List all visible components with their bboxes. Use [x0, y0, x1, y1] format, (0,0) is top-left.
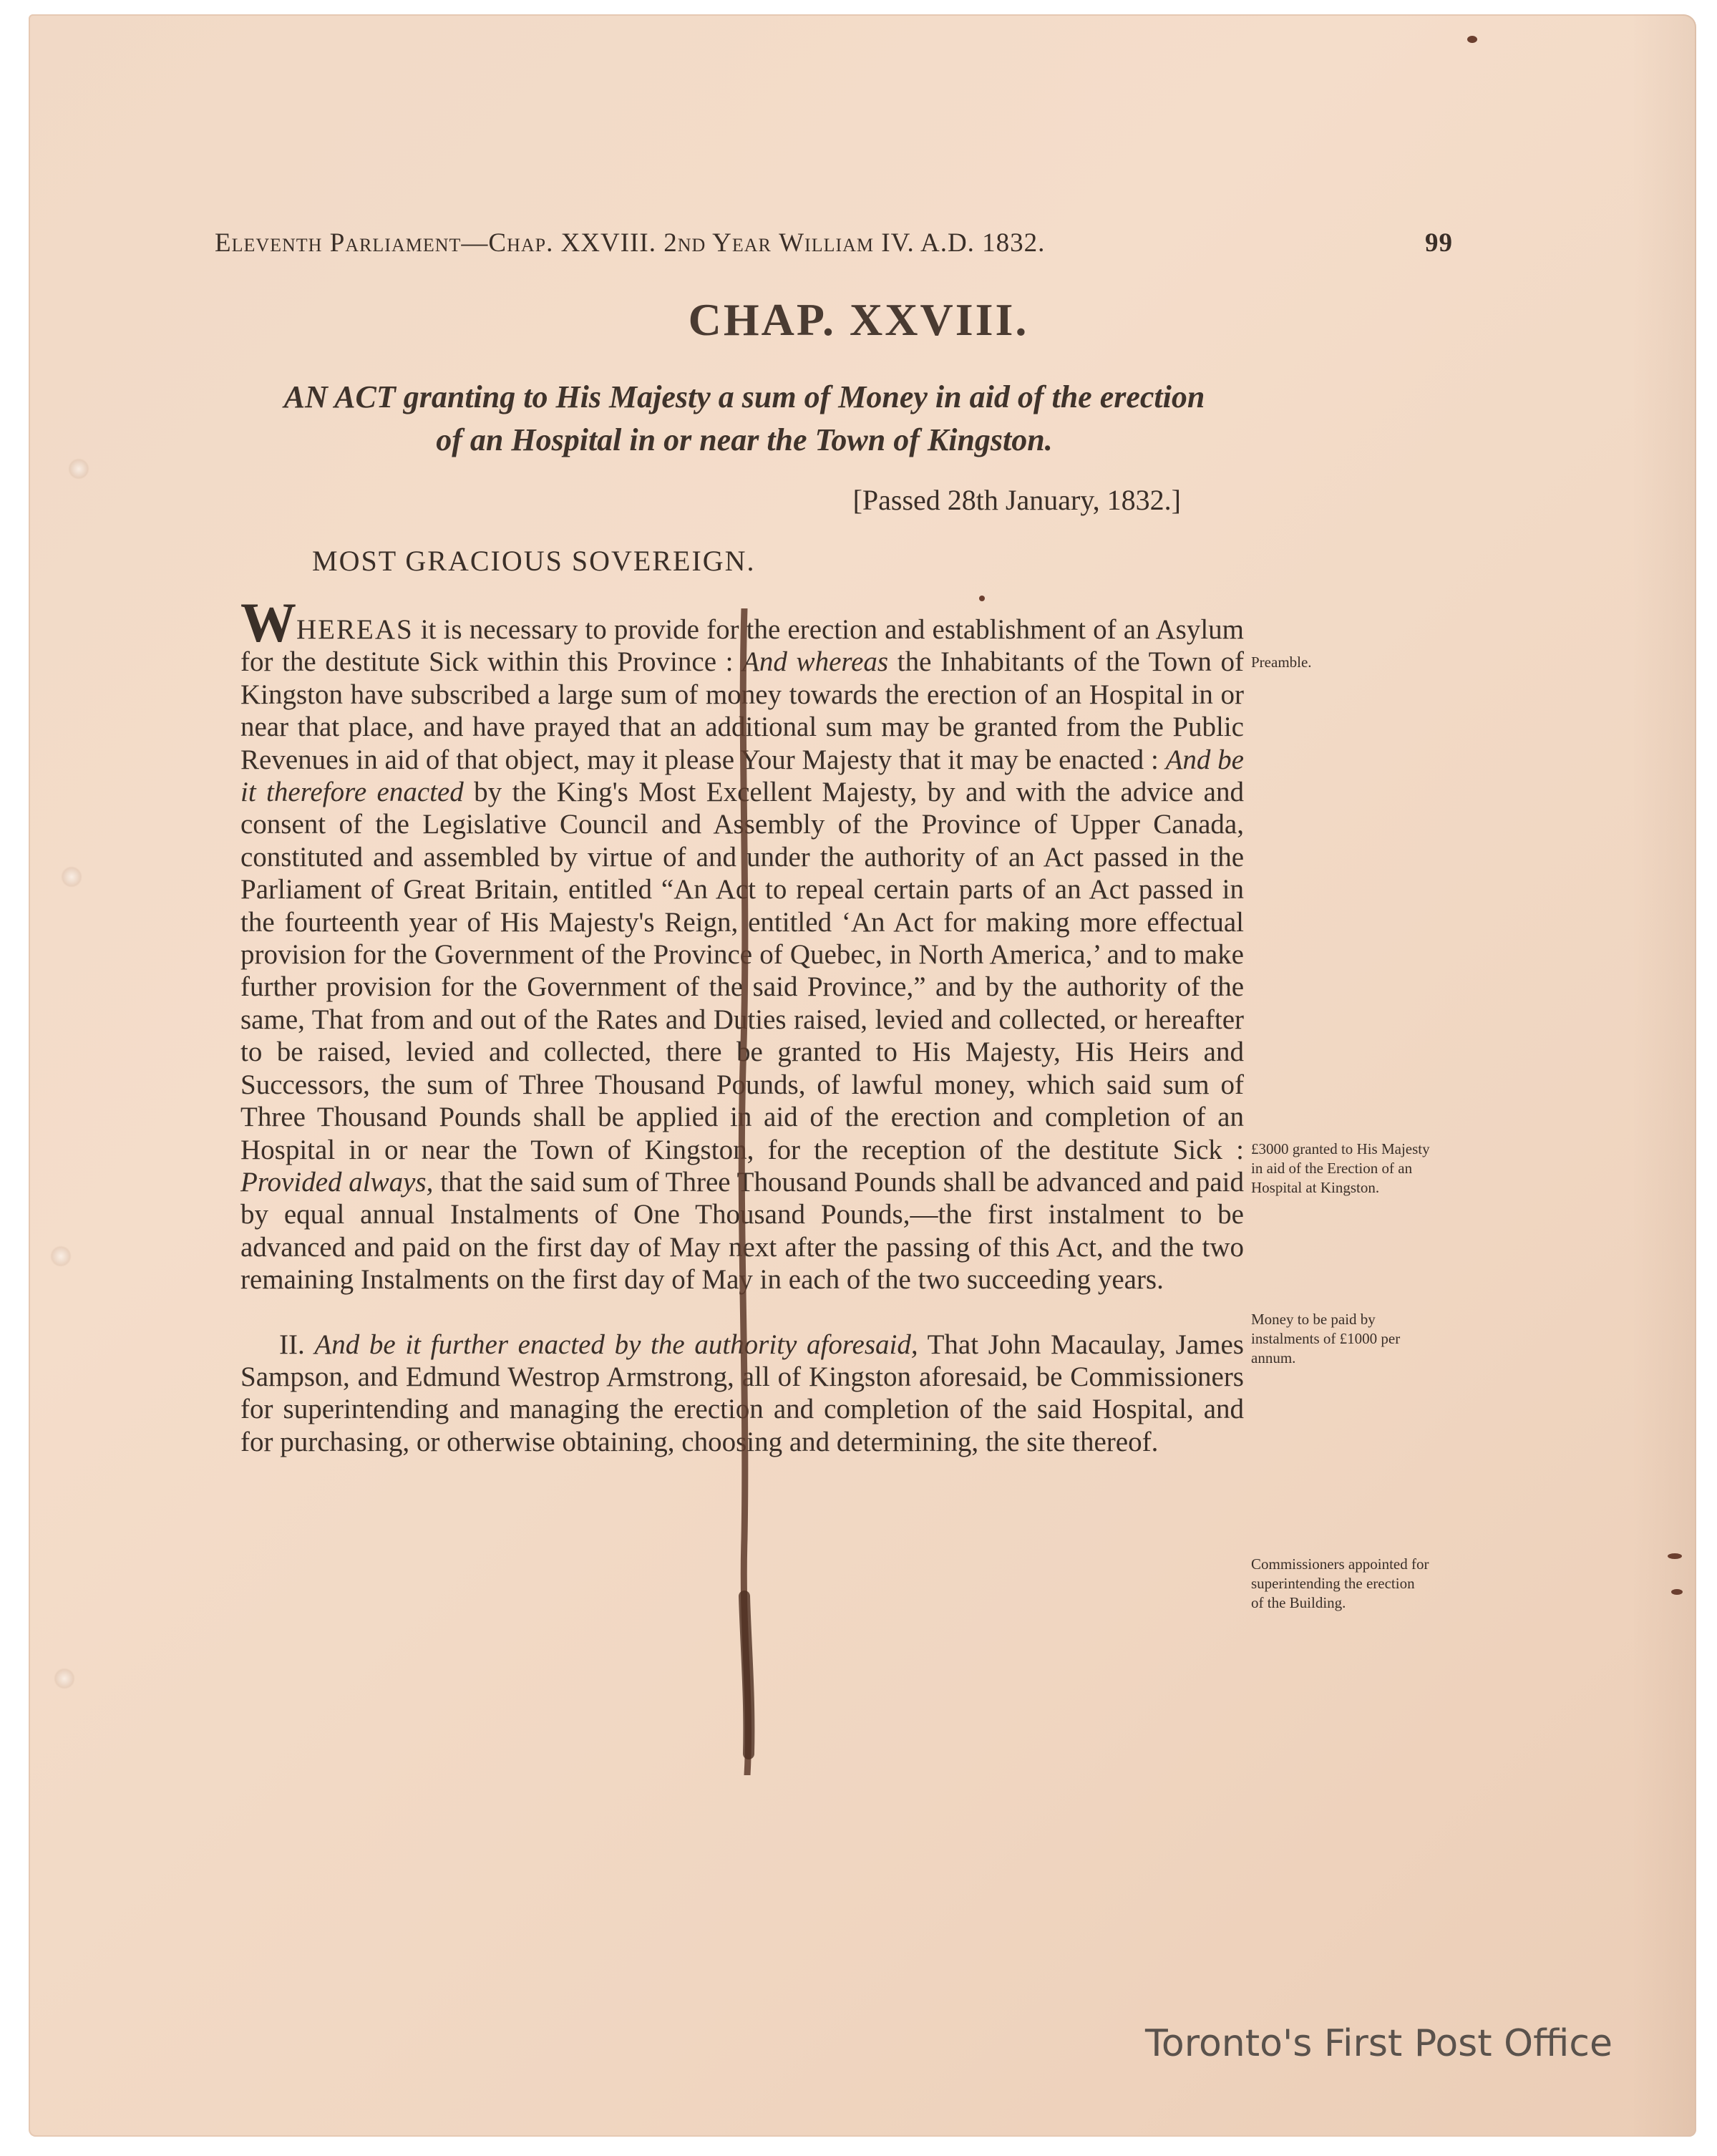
first-word: HEREAS	[296, 614, 414, 645]
header-year: IV. A.D. 1832.	[881, 228, 1046, 258]
section-2-text: That John Macaulay, James Sampson, and Edmund Westrop Armstrong, all of Kingston aforesaid, be Commissioners for superintending and managing the erection and completion of the said Hospital, and for purchasing, or otherwise obtaining, choosing and determining, the site thereof.	[240, 1329, 1244, 1457]
paper-dent	[54, 1668, 75, 1689]
act-title-line-2: of an Hospital in or near the Town of Kingston.	[436, 422, 1053, 457]
section-1-text-4: that the said sum of Three Thousand Pounds shall be advanced and paid by equal annual Instalments of One Thousand Pounds,—the first instalment to be advanced and paid on the first day of May next after the passing of this Act, and the two remaining Instalments on the first day of May in each of the two succeeding years.	[240, 1166, 1245, 1296]
page-number: 99	[1425, 228, 1453, 258]
ink-speck	[979, 596, 985, 601]
section-1-emphasis-3: Provided always,	[240, 1166, 434, 1198]
ink-speck	[1671, 1589, 1683, 1595]
paper-dent	[61, 866, 82, 888]
paper-dent	[50, 1245, 72, 1267]
section-2-emphasis: And be it further enacted by the authority aforesaid,	[314, 1329, 918, 1360]
section-1-emphasis-2: And be it therefore enacted	[240, 744, 1244, 808]
chapter-title: CHAP. XXVIII.	[688, 294, 1029, 345]
section-2-numeral: II.	[279, 1329, 305, 1360]
header-reign: William	[779, 228, 875, 258]
fold-stain	[723, 608, 766, 1775]
section-1-text-1: it is necessary to provide for the erection and establishment of an Asylum for the destitute Sick within this Province :	[240, 614, 1244, 678]
passed-date: [Passed 28th January, 1832.]	[852, 484, 1181, 516]
salutation: MOST GRACIOUS SOVEREIGN.	[312, 545, 756, 577]
act-title-line-1: AN ACT granting to His Majesty a sum of Money in aid of the erection	[283, 379, 1205, 414]
header-left	[215, 228, 1045, 258]
header-chapter: —Chap. XXVIII. 2nd Year	[461, 228, 772, 258]
running-header	[215, 228, 1453, 271]
margin-note-commissioners: Commissioners appointed for superintending the erection of the Building.	[1251, 1555, 1429, 1611]
margin-note-grant: £3000 granted to His Majesty in aid of the Erection of an Hospital at Kingston.	[1251, 1140, 1430, 1196]
section-1-emphasis-1: And whereas	[742, 646, 889, 678]
act-title	[236, 376, 1253, 462]
ink-speck	[1668, 1553, 1682, 1559]
paper-dent	[68, 458, 89, 480]
section-1-text-3: by the King's Most Excellent Majesty, by and with the advice and consent of the Legislative Council and Assembly of the Province of Upper Canada, constituted and assembled by virtue of and under the authority of an Act passed in the Parliament of Great Britain, entitled “An Act to repeal certain parts of an Act passed in the fourteenth year of His Majesty's Reign, entitled ‘An Act for making more effectual provision for the Government of the Province of Quebec, in North America,’ and to make further provision for the Government of the said Province,” and by the authority of the same, That from and out of the Rates and Duties raised, levied and collected, or hereafter to be raised, levied and collected, there be granted to His Majesty, His Heirs and Successors, the sum of Three Thousand Pounds, of lawful money, which said sum of Three Thousand Pounds shall be applied in aid of the erection and completion of an Hospital in or near the Town of Kingston, for the reception of the destitute Sick :	[240, 777, 1244, 1165]
ink-speck	[1467, 36, 1477, 43]
header-parliament: Eleventh Parliament	[215, 228, 462, 258]
margin-note-instalments: Money to be paid by instalments of £1000 per annum.	[1251, 1311, 1401, 1366]
section-1-text-2: the Inhabitants of the Town of Kingston have subscribed a large sum of money towards the erection of an Hospital in or near that place, and have prayed that an additional sum may be granted from the Public Revenues in aid of that object, may it please Your Majesty that it may be enacted :	[240, 646, 1244, 775]
margin-note-preamble: Preamble.	[1251, 654, 1312, 671]
drop-cap: W	[240, 591, 296, 654]
watermark-text: Toronto's First Post Office	[1145, 2022, 1613, 2065]
